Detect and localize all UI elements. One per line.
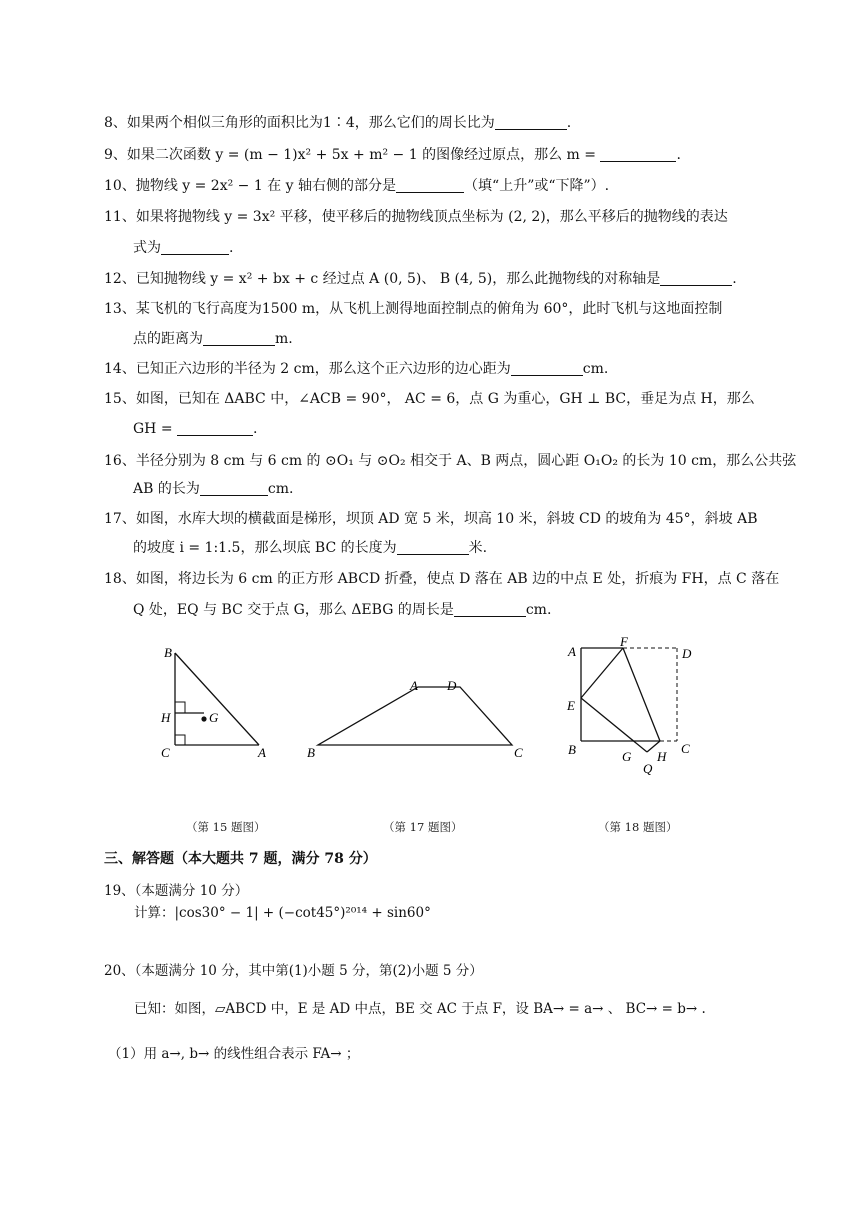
question-15-text: 15、如图，已知在 ΔABC 中，∠ACB = 90°， AC = 6，点 G 为重心，GH ⊥ BC，垂足为点 H，那么 — [104, 391, 755, 407]
label-h: H — [161, 710, 171, 725]
label-e: E — [567, 698, 575, 713]
figure-17 — [307, 678, 523, 760]
question-11-text: 11、如果将抛物线 y = 3x² 平移，使平移后的抛物线顶点坐标为 (2, 2)，那么平移后的抛物线的表达 — [104, 209, 728, 225]
answer-blank — [454, 602, 526, 617]
question-8-tail: . — [566, 115, 572, 131]
question-18-tail: cm. — [525, 602, 552, 618]
question-15-cont: GH = — [133, 421, 178, 437]
label-a: A — [410, 678, 418, 693]
question-18 — [104, 570, 780, 589]
figure-18 — [566, 634, 692, 776]
question-19-calc — [134, 901, 431, 921]
right-angle-mark-h — [175, 702, 185, 713]
question-11-cont: 式为 — [133, 240, 161, 256]
right-angle-mark-c — [175, 735, 185, 745]
answer-blank — [200, 481, 268, 496]
question-15-tail: . — [253, 421, 258, 437]
answer-blank — [600, 147, 676, 162]
label-c: C — [681, 741, 690, 756]
question-20-part1: （1）用 a→, b→ 的线性组合表示 FA→ ； — [108, 1046, 360, 1062]
question-10-tail: （填“上升”或“下降”）. — [464, 178, 610, 194]
trapezoid-abcd — [318, 687, 512, 745]
question-8-text: 8、如果两个相似三角形的面积比为1∶4，那么它们的周长比为 — [104, 115, 495, 131]
label-a: A — [258, 745, 266, 760]
question-9 — [104, 146, 764, 165]
answer-blank — [396, 178, 464, 193]
question-13-text: 13、某飞机的飞行高度为1500 m，从飞机上测得地面控制点的俯角为 60°，此时飞机与这地面控制 — [104, 301, 723, 317]
question-12-text: 12、已知抛物线 y = x² + bx + c 经过点 A (0, 5)、 B (4, 5)，那么此抛物线的对称轴是 — [104, 271, 661, 287]
answer-blank — [397, 540, 469, 555]
answer-blank — [177, 421, 253, 436]
question-18-cont: Q 处，EQ 与 BC 交于点 G，那么 ΔEBG 的周长是 — [133, 602, 454, 618]
label-d: D — [447, 678, 457, 693]
question-14 — [104, 360, 764, 379]
label-q: Q — [643, 761, 653, 776]
figure-15-caption: （第 15 题图） — [186, 820, 266, 834]
label-g: G — [622, 749, 632, 764]
answer-blank — [161, 240, 229, 255]
question-18-text: 18、如图，将边长为 6 cm 的正方形 ABCD 折叠，使点 D 落在 AB 边的中点 E 处，折痕为 FH，点 C 落在 — [104, 571, 780, 587]
label-h: H — [657, 749, 667, 764]
question-10 — [104, 177, 764, 196]
question-10-text: 10、抛物线 y = 2x² − 1 在 y 轴右侧的部分是 — [104, 178, 397, 194]
label-c: C — [161, 745, 170, 760]
question-20-header: 20、（本题满分 10 分，其中第(1)小题 5 分，第(2)小题 5 分） — [104, 963, 483, 979]
question-11-tail: . — [229, 240, 234, 256]
question-11-continuation — [133, 239, 233, 258]
answer-blank — [660, 271, 732, 286]
question-20-given: 已知：如图，▱ABCD 中，E 是 AD 中点，BE 交 AC 于点 F，设 BA→ = a→ 、 BC→ = b→ . — [134, 1001, 706, 1017]
answer-blank — [511, 361, 583, 376]
label-b: B — [164, 645, 172, 660]
question-12 — [104, 270, 764, 289]
question-16-continuation — [133, 480, 293, 499]
question-16-cont: AB 的长为 — [133, 481, 200, 497]
answer-blank — [203, 331, 275, 346]
label-b: B — [568, 742, 576, 757]
section-3-title: 三、解答题（本大题共 7 题，满分 78 分） — [104, 851, 377, 867]
figures-svg — [0, 630, 860, 830]
question-14-text: 14、已知正六边形的半径为 2 cm，那么这个正六边形的边心距为 — [104, 361, 511, 377]
calc-label: 计算： — [134, 905, 175, 921]
question-16-tail: cm. — [267, 481, 294, 497]
segment-eq — [581, 698, 647, 752]
question-11 — [104, 208, 764, 227]
segment-ba — [175, 653, 259, 745]
question-17-cont: 的坡度 i = 1:1.5，那么坝底 BC 的长度为 — [133, 540, 397, 556]
question-12-tail: . — [732, 271, 737, 287]
question-15 — [104, 390, 764, 409]
segment-fh — [623, 648, 660, 741]
figure-18-caption: （第 18 题图） — [598, 820, 678, 834]
label-a: A — [568, 644, 576, 659]
question-16 — [104, 452, 797, 471]
question-14-tail: cm. — [582, 361, 609, 377]
question-17-text: 17、如图，水库大坝的横截面是梯形，坝顶 AD 宽 5 米，坝高 10 米，斜坡 CD 的坡角为 45°，斜坡 AB — [104, 511, 758, 527]
question-19-header: 19、（本题满分 10 分） — [104, 883, 249, 899]
centroid-point-g — [201, 716, 206, 721]
question-13-tail: m. — [275, 331, 293, 347]
question-13 — [104, 300, 764, 319]
label-g: G — [209, 710, 219, 725]
figure-17-caption: （第 17 题图） — [383, 820, 463, 834]
label-b: B — [307, 745, 315, 760]
question-13-cont: 点的距离为 — [133, 331, 203, 347]
question-18-continuation — [133, 601, 551, 620]
label-d: D — [682, 646, 692, 661]
question-17 — [104, 510, 764, 529]
question-8 — [104, 114, 764, 133]
question-9-tail: . — [676, 147, 681, 163]
segment-fe — [581, 648, 623, 698]
figure-15 — [160, 645, 266, 760]
question-16-text: 16、半径分别为 8 cm 与 6 cm 的 ⊙O₁ 与 ⊙O₂ 相交于 A、B 两点，圆心距 O₁O₂ 的长为 10 cm，那么公共弦 — [104, 453, 797, 469]
question-17-tail: 米. — [468, 540, 488, 556]
label-c: C — [514, 745, 523, 760]
question-13-continuation — [133, 330, 293, 349]
question-17-continuation — [133, 539, 487, 558]
calc-expression: |cos30° − 1| + (−cot45°)²⁰¹⁴ + sin60° — [174, 905, 431, 921]
answer-blank — [495, 115, 567, 130]
label-f: F — [620, 634, 628, 649]
question-9-text: 9、如果二次函数 y = (m − 1)x² + 5x + m² − 1 的图像经过原点，那么 m = — [104, 147, 601, 163]
question-15-continuation — [133, 420, 257, 439]
